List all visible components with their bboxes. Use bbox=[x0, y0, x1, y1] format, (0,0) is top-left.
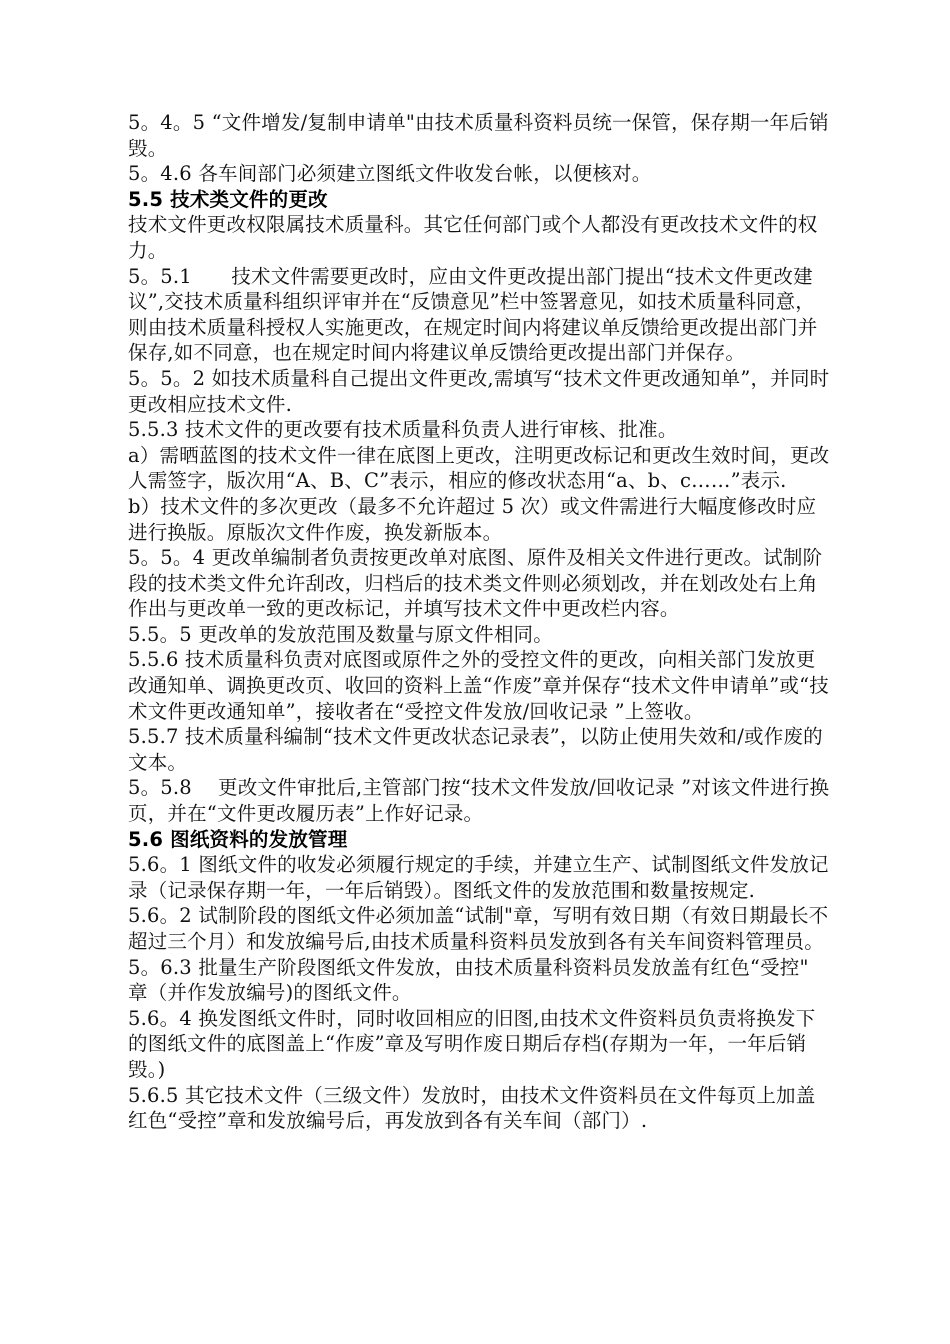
paragraph-5-6-1: 5.6。1 图纸文件的收发必须履行规定的手续，并建立生产、试制图纸文件发放记录（记录保存期一年，一年后销毁）。图纸文件的发放范围和数量按规定. bbox=[128, 853, 829, 902]
paragraph-5-5-7: 5.5.7 技术质量科编制“技术文件更改状态记录表”，以防止使用失效和/或作废的文本。 bbox=[128, 725, 823, 774]
paragraph-item-a: a）需晒蓝图的技术文件一律在底图上更改，注明更改标记和更改生效时间，更改人需签字，版次用“A、B、C”表示，相应的修改状态用“a、b、c……”表示. bbox=[128, 443, 830, 493]
paragraph-5-5-2: 5。5。2 如技术质量科自己提出文件更改,需填写“技术文件更改通知单”，并同时更改相应技术文件. bbox=[128, 366, 830, 416]
section-heading-5-6: 5.6 图纸资料的发放管理 bbox=[128, 827, 348, 851]
paragraph-5-6-5: 5.6.5 其它技术文件（三级文件）发放时，由技术文件资料员在文件每页上加盖红色“受控”章和发放编号后，再发放到各有关车间（部门）. bbox=[128, 1083, 816, 1133]
section-heading-5-5: 5.5 技术类文件的更改 bbox=[128, 187, 328, 211]
paragraph-5-5-5: 5.5。5 更改单的发放范围及数量与原文件相同。 bbox=[128, 622, 553, 646]
paragraph-5-5-4: 5。5。4 更改单编制者负责按更改单对底图、原件及相关文件进行更改。试制阶段的技术类文件允许刮改，归档后的技术类文件则必须划改，并在划改处右上角作出与更改单一致的更改标记，并填写技术文件中更改栏内容。 bbox=[128, 546, 823, 621]
paragraph-5-6-4: 5.6。4 换发图纸文件时，同时收回相应的旧图,由技术文件资料员负责将换发下的图纸文件的底图盖上“作废”章及写明作废日期后存档(存期为一年，一年后销毁。) bbox=[128, 1006, 816, 1081]
paragraph-5-6-3: 5。6.3 批量生产阶段图纸文件发放，由技术质量科资料员发放盖有红色“受控" 章（并作发放编号)的图纸文件。 bbox=[128, 955, 809, 1005]
paragraph-5-5-6: 5.5.6 技术质量科负责对底图或原件之外的受控文件的更改，向相关部门发放更改通知单、调换更改页、收回的资料上盖“作废”章并保存“技术文件申请单”或“技术文件更改通知单”，接收者在“受控文件发放/回收记录 ”上签收。 bbox=[128, 648, 829, 723]
paragraph-5-6-2: 5.6。2 试制阶段的图纸文件必须加盖“试制"章，写明有效日期（有效日期最长不超过三个月）和发放编号后,由技术质量科资料员发放到各有关车间资料管理员。 bbox=[128, 904, 829, 953]
paragraph-5-5-1: 5。5.1 技术文件需要更改时，应由文件更改提出部门提出“技术文件更改建议”,交技术质量科组织评审并在“反馈意见”栏中签署意见，如技术质量科同意，则由技术质量科授权人实施更改，在规定时间内将建议单反馈给更改提出部门并保存,如不同意，也在规定时间内将建议单反馈给更改提出部门并保存。 bbox=[128, 264, 818, 365]
paragraph-5-4-6: 5。4.6 各车间部门必须建立图纸文件收发台帐，以便核对。 bbox=[128, 162, 652, 186]
paragraph-item-b: b）技术文件的多次更改（最多不允许超过 5 次）或文件需进行大幅度修改时应进行换版。原版次文件作废，换发新版本。 bbox=[128, 494, 817, 544]
paragraph-5-5-3: 5.5.3 技术文件的更改要有技术质量科负责人进行审核、批准。 bbox=[128, 418, 678, 442]
paragraph-5-5-intro: 技术文件更改权限属技术质量科。其它任何部门或个人都没有更改技术文件的权力。 bbox=[128, 213, 818, 262]
paragraph-5-4-5: 5。4。5 “文件增发/复制申请单"由技术质量科资料员统一保管，保存期一年后销毁。 bbox=[128, 111, 829, 160]
document-body bbox=[128, 110, 834, 1134]
paragraph-5-5-8: 5。5.8 更改文件审批后,主管部门按“技术文件发放/回收记录 ”对该文件进行换页，并在“文件更改履历表”上作好记录。 bbox=[128, 776, 830, 826]
